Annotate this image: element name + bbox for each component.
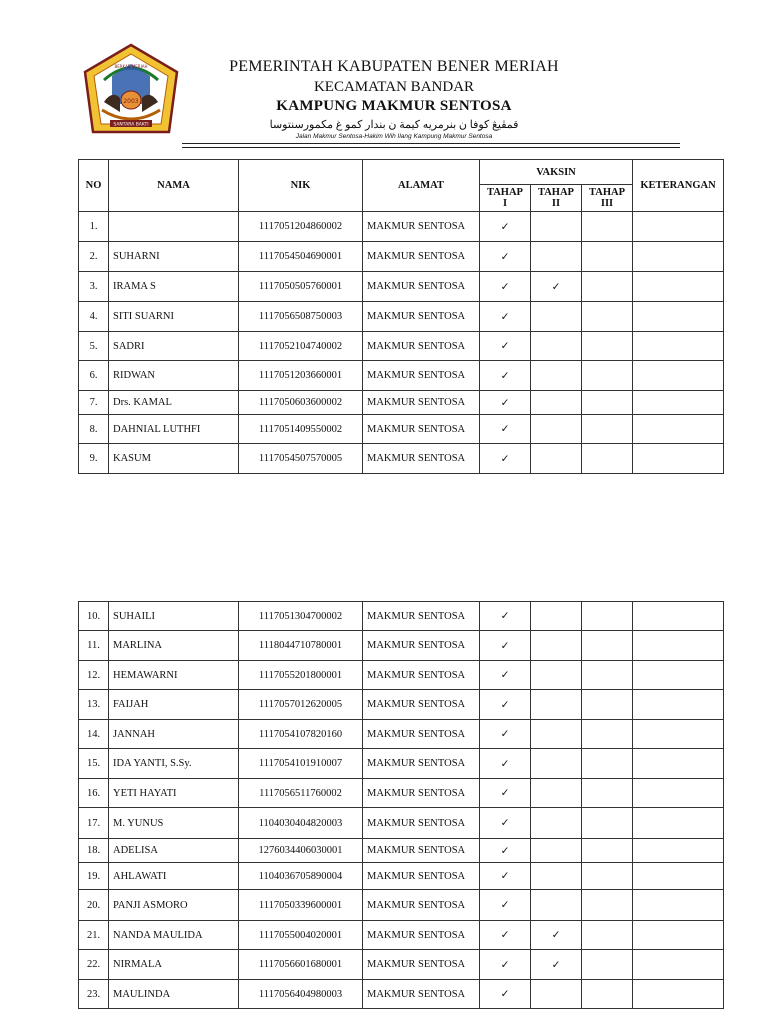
cell-tahap-1: ✓ bbox=[480, 212, 531, 242]
cell-no: 17. bbox=[79, 808, 109, 839]
table-row bbox=[79, 661, 724, 690]
cell-nama: NANDA MAULIDA bbox=[109, 921, 239, 950]
cell-nama: IDA YANTI, S.Sy. bbox=[109, 749, 239, 779]
cell-keterangan bbox=[633, 661, 724, 690]
cell-nik: 1104030404820003 bbox=[239, 808, 363, 839]
col-header-tahap-3: TAHAP III bbox=[582, 185, 633, 212]
cell-nik: 1117055004020001 bbox=[239, 921, 363, 950]
cell-no: 8. bbox=[79, 415, 109, 444]
cell-tahap-1: ✓ bbox=[480, 921, 531, 950]
col-header-vaksin: VAKSIN bbox=[480, 160, 633, 185]
table-row bbox=[79, 332, 724, 361]
cell-alamat: MAKMUR SENTOSA bbox=[363, 890, 480, 921]
cell-tahap-3 bbox=[582, 720, 633, 749]
cell-tahap-3 bbox=[582, 808, 633, 839]
cell-no: 3. bbox=[79, 272, 109, 302]
cell-tahap-2 bbox=[531, 631, 582, 661]
cell-keterangan bbox=[633, 631, 724, 661]
col-header-no: NO bbox=[79, 160, 109, 212]
table-row bbox=[79, 602, 724, 631]
cell-nama: SUHAILI bbox=[109, 602, 239, 631]
cell-keterangan bbox=[633, 212, 724, 242]
cell-alamat: MAKMUR SENTOSA bbox=[363, 631, 480, 661]
cell-tahap-1: ✓ bbox=[480, 890, 531, 921]
table-row bbox=[79, 242, 724, 272]
cell-tahap-2: ✓ bbox=[531, 950, 582, 980]
cell-tahap-3 bbox=[582, 212, 633, 242]
cell-tahap-3 bbox=[582, 749, 633, 779]
cell-alamat: MAKMUR SENTOSA bbox=[363, 212, 480, 242]
table-row bbox=[79, 921, 724, 950]
cell-tahap-3 bbox=[582, 302, 633, 332]
cell-no: 2. bbox=[79, 242, 109, 272]
header-village: KAMPUNG MAKMUR SENTOSA bbox=[276, 98, 512, 114]
cell-tahap-1: ✓ bbox=[480, 863, 531, 890]
cell-nik: 1117051204860002 bbox=[239, 212, 363, 242]
header-address: Jalan Makmur Sentosa-Hakim Wih Ilang Kampung Makmur Sentosa bbox=[295, 133, 493, 140]
cell-tahap-2 bbox=[531, 444, 582, 474]
cell-nama: JANNAH bbox=[109, 720, 239, 749]
table-row bbox=[79, 212, 724, 242]
cell-nik: 1117056511760002 bbox=[239, 779, 363, 808]
cell-keterangan bbox=[633, 272, 724, 302]
cell-no: 7. bbox=[79, 391, 109, 415]
cell-tahap-2 bbox=[531, 332, 582, 361]
cell-tahap-3 bbox=[582, 631, 633, 661]
cell-keterangan bbox=[633, 808, 724, 839]
cell-tahap-1: ✓ bbox=[480, 779, 531, 808]
cell-tahap-2 bbox=[531, 302, 582, 332]
cell-no: 1. bbox=[79, 212, 109, 242]
cell-keterangan bbox=[633, 950, 724, 980]
cell-nama: ADELISA bbox=[109, 839, 239, 863]
header-district: KECAMATAN BANDAR bbox=[313, 79, 475, 95]
cell-nik: 1117054504690001 bbox=[239, 242, 363, 272]
cell-nama: YETI HAYATI bbox=[109, 779, 239, 808]
cell-tahap-1: ✓ bbox=[480, 690, 531, 720]
cell-tahap-2 bbox=[531, 361, 582, 391]
cell-tahap-2 bbox=[531, 602, 582, 631]
col-header-nama: NAMA bbox=[109, 160, 239, 212]
cell-nama: DAHNIAL LUTHFI bbox=[109, 415, 239, 444]
cell-alamat: MAKMUR SENTOSA bbox=[363, 242, 480, 272]
cell-alamat: MAKMUR SENTOSA bbox=[363, 391, 480, 415]
cell-tahap-3 bbox=[582, 950, 633, 980]
cell-keterangan bbox=[633, 720, 724, 749]
cell-tahap-2 bbox=[531, 720, 582, 749]
header-jawi-script: قمڤيڠ كوفا ن بنرمريه كيمة ن بندار كمو غ مكمورسنتوسا bbox=[269, 119, 519, 131]
cell-tahap-1: ✓ bbox=[480, 631, 531, 661]
cell-tahap-2 bbox=[531, 863, 582, 890]
cell-keterangan bbox=[633, 415, 724, 444]
cell-tahap-1: ✓ bbox=[480, 950, 531, 980]
cell-no: 14. bbox=[79, 720, 109, 749]
cell-no: 11. bbox=[79, 631, 109, 661]
cell-tahap-3 bbox=[582, 690, 633, 720]
cell-tahap-1: ✓ bbox=[480, 444, 531, 474]
cell-tahap-2 bbox=[531, 690, 582, 720]
cell-no: 22. bbox=[79, 950, 109, 980]
cell-tahap-2 bbox=[531, 839, 582, 863]
cell-keterangan bbox=[633, 332, 724, 361]
cell-nama: MAULINDA bbox=[109, 980, 239, 1009]
cell-tahap-3 bbox=[582, 779, 633, 808]
cell-tahap-1: ✓ bbox=[480, 391, 531, 415]
table-row bbox=[79, 361, 724, 391]
table-row bbox=[79, 779, 724, 808]
cell-no: 9. bbox=[79, 444, 109, 474]
col-header-tahap-2: TAHAP II bbox=[531, 185, 582, 212]
cell-keterangan bbox=[633, 980, 724, 1009]
col-header-keterangan: KETERANGAN bbox=[633, 160, 724, 212]
table-row bbox=[79, 749, 724, 779]
cell-nama: PANJI ASMORO bbox=[109, 890, 239, 921]
table-row bbox=[79, 415, 724, 444]
cell-keterangan bbox=[633, 602, 724, 631]
cell-tahap-2 bbox=[531, 661, 582, 690]
cell-alamat: MAKMUR SENTOSA bbox=[363, 661, 480, 690]
header-divider-thick bbox=[182, 143, 680, 144]
cell-nik: 1117050603600002 bbox=[239, 391, 363, 415]
cell-tahap-1: ✓ bbox=[480, 808, 531, 839]
cell-tahap-3 bbox=[582, 661, 633, 690]
cell-nik: 1117051304700002 bbox=[239, 602, 363, 631]
cell-alamat: MAKMUR SENTOSA bbox=[363, 602, 480, 631]
vaccination-table-part-2 bbox=[78, 601, 724, 1009]
cell-nik: 1117054101910007 bbox=[239, 749, 363, 779]
cell-no: 5. bbox=[79, 332, 109, 361]
cell-alamat: MAKMUR SENTOSA bbox=[363, 332, 480, 361]
cell-nik: 1104036705890004 bbox=[239, 863, 363, 890]
cell-keterangan bbox=[633, 779, 724, 808]
cell-keterangan bbox=[633, 921, 724, 950]
cell-alamat: MAKMUR SENTOSA bbox=[363, 808, 480, 839]
cell-tahap-3 bbox=[582, 602, 633, 631]
cell-nik: 1117056601680001 bbox=[239, 950, 363, 980]
cell-tahap-2: ✓ bbox=[531, 272, 582, 302]
cell-keterangan bbox=[633, 302, 724, 332]
cell-tahap-2 bbox=[531, 391, 582, 415]
table-row bbox=[79, 808, 724, 839]
table-row bbox=[79, 272, 724, 302]
cell-alamat: MAKMUR SENTOSA bbox=[363, 361, 480, 391]
cell-tahap-3 bbox=[582, 839, 633, 863]
cell-tahap-2 bbox=[531, 890, 582, 921]
cell-nama: NIRMALA bbox=[109, 950, 239, 980]
cell-tahap-3 bbox=[582, 361, 633, 391]
cell-tahap-2 bbox=[531, 980, 582, 1009]
cell-alamat: MAKMUR SENTOSA bbox=[363, 444, 480, 474]
cell-no: 21. bbox=[79, 921, 109, 950]
cell-nik: 1117056404980003 bbox=[239, 980, 363, 1009]
cell-nik: 1117050339600001 bbox=[239, 890, 363, 921]
cell-nama bbox=[109, 212, 239, 242]
cell-keterangan bbox=[633, 890, 724, 921]
logo-top-text: BERKAB MERIAH bbox=[114, 64, 148, 69]
cell-no: 4. bbox=[79, 302, 109, 332]
cell-alamat: MAKMUR SENTOSA bbox=[363, 415, 480, 444]
cell-nama: SADRI bbox=[109, 332, 239, 361]
cell-nik: 1118044710780001 bbox=[239, 631, 363, 661]
col-header-tahap-1: TAHAP I bbox=[480, 185, 531, 212]
cell-tahap-2 bbox=[531, 749, 582, 779]
table-row bbox=[79, 950, 724, 980]
cell-alamat: MAKMUR SENTOSA bbox=[363, 921, 480, 950]
header-government: PEMERINTAH KABUPATEN BENER MERIAH bbox=[229, 58, 559, 75]
cell-alamat: MAKMUR SENTOSA bbox=[363, 950, 480, 980]
table-row bbox=[79, 863, 724, 890]
cell-nik: 1117051409550002 bbox=[239, 415, 363, 444]
cell-nik: 1117051203660001 bbox=[239, 361, 363, 391]
cell-nama: HEMAWARNI bbox=[109, 661, 239, 690]
cell-nama: M. YUNUS bbox=[109, 808, 239, 839]
cell-nama: KASUM bbox=[109, 444, 239, 474]
cell-no: 16. bbox=[79, 779, 109, 808]
table-row bbox=[79, 631, 724, 661]
cell-alamat: MAKMUR SENTOSA bbox=[363, 690, 480, 720]
cell-nik: 1117057012620005 bbox=[239, 690, 363, 720]
cell-tahap-1: ✓ bbox=[480, 272, 531, 302]
cell-tahap-1: ✓ bbox=[480, 749, 531, 779]
cell-tahap-1: ✓ bbox=[480, 839, 531, 863]
cell-tahap-1: ✓ bbox=[480, 980, 531, 1009]
cell-keterangan bbox=[633, 361, 724, 391]
cell-keterangan bbox=[633, 749, 724, 779]
cell-nama: RIDWAN bbox=[109, 361, 239, 391]
cell-nik: 1276034406030001 bbox=[239, 839, 363, 863]
cell-nama: MARLINA bbox=[109, 631, 239, 661]
table-row bbox=[79, 302, 724, 332]
cell-keterangan bbox=[633, 690, 724, 720]
logo-number: 2003 bbox=[123, 98, 139, 105]
cell-tahap-3 bbox=[582, 921, 633, 950]
cell-tahap-1: ✓ bbox=[480, 332, 531, 361]
cell-no: 23. bbox=[79, 980, 109, 1009]
cell-nik: 1117054507570005 bbox=[239, 444, 363, 474]
cell-no: 18. bbox=[79, 839, 109, 863]
header-divider-thin bbox=[182, 147, 680, 148]
cell-tahap-1: ✓ bbox=[480, 720, 531, 749]
cell-alamat: MAKMUR SENTOSA bbox=[363, 272, 480, 302]
cell-alamat: MAKMUR SENTOSA bbox=[363, 863, 480, 890]
cell-tahap-2 bbox=[531, 242, 582, 272]
cell-no: 15. bbox=[79, 749, 109, 779]
cell-keterangan bbox=[633, 863, 724, 890]
table-row bbox=[79, 444, 724, 474]
cell-keterangan bbox=[633, 839, 724, 863]
cell-tahap-1: ✓ bbox=[480, 602, 531, 631]
cell-no: 10. bbox=[79, 602, 109, 631]
cell-nama: FAIJAH bbox=[109, 690, 239, 720]
cell-keterangan bbox=[633, 391, 724, 415]
cell-tahap-3 bbox=[582, 272, 633, 302]
table-row bbox=[79, 890, 724, 921]
cell-alamat: MAKMUR SENTOSA bbox=[363, 779, 480, 808]
cell-tahap-2: ✓ bbox=[531, 921, 582, 950]
cell-tahap-2 bbox=[531, 415, 582, 444]
table-row bbox=[79, 690, 724, 720]
cell-alamat: MAKMUR SENTOSA bbox=[363, 720, 480, 749]
cell-no: 20. bbox=[79, 890, 109, 921]
cell-nik: 1117050505760001 bbox=[239, 272, 363, 302]
cell-tahap-3 bbox=[582, 391, 633, 415]
cell-tahap-2 bbox=[531, 779, 582, 808]
cell-tahap-3 bbox=[582, 444, 633, 474]
cell-nama: AHLAWATI bbox=[109, 863, 239, 890]
table-row bbox=[79, 391, 724, 415]
cell-tahap-3 bbox=[582, 890, 633, 921]
col-header-nik: NIK bbox=[239, 160, 363, 212]
cell-keterangan bbox=[633, 242, 724, 272]
cell-alamat: MAKMUR SENTOSA bbox=[363, 839, 480, 863]
table-row bbox=[79, 720, 724, 749]
cell-nama: IRAMA S bbox=[109, 272, 239, 302]
cell-tahap-1: ✓ bbox=[480, 361, 531, 391]
cell-tahap-1: ✓ bbox=[480, 242, 531, 272]
cell-nama: SITI SUARNI bbox=[109, 302, 239, 332]
cell-tahap-3 bbox=[582, 332, 633, 361]
cell-nik: 1117056508750003 bbox=[239, 302, 363, 332]
cell-nama: SUHARNI bbox=[109, 242, 239, 272]
cell-alamat: MAKMUR SENTOSA bbox=[363, 749, 480, 779]
cell-nik: 1117052104740002 bbox=[239, 332, 363, 361]
col-header-alamat: ALAMAT bbox=[363, 160, 480, 212]
cell-tahap-3 bbox=[582, 863, 633, 890]
cell-tahap-3 bbox=[582, 415, 633, 444]
cell-tahap-1: ✓ bbox=[480, 661, 531, 690]
cell-alamat: MAKMUR SENTOSA bbox=[363, 980, 480, 1009]
cell-tahap-1: ✓ bbox=[480, 302, 531, 332]
cell-tahap-2 bbox=[531, 808, 582, 839]
cell-nik: 1117055201800001 bbox=[239, 661, 363, 690]
logo-motto: SANTARA BAKTI bbox=[113, 122, 149, 128]
cell-nik: 1117054107820160 bbox=[239, 720, 363, 749]
cell-tahap-2 bbox=[531, 212, 582, 242]
cell-nama: Drs. KAMAL bbox=[109, 391, 239, 415]
cell-alamat: MAKMUR SENTOSA bbox=[363, 302, 480, 332]
cell-tahap-3 bbox=[582, 242, 633, 272]
cell-tahap-1: ✓ bbox=[480, 415, 531, 444]
cell-tahap-3 bbox=[582, 980, 633, 1009]
cell-no: 6. bbox=[79, 361, 109, 391]
vaccination-table-part-1 bbox=[78, 159, 724, 474]
cell-no: 12. bbox=[79, 661, 109, 690]
cell-keterangan bbox=[633, 444, 724, 474]
cell-no: 13. bbox=[79, 690, 109, 720]
table-row bbox=[79, 839, 724, 863]
table-row bbox=[79, 980, 724, 1009]
cell-no: 19. bbox=[79, 863, 109, 890]
